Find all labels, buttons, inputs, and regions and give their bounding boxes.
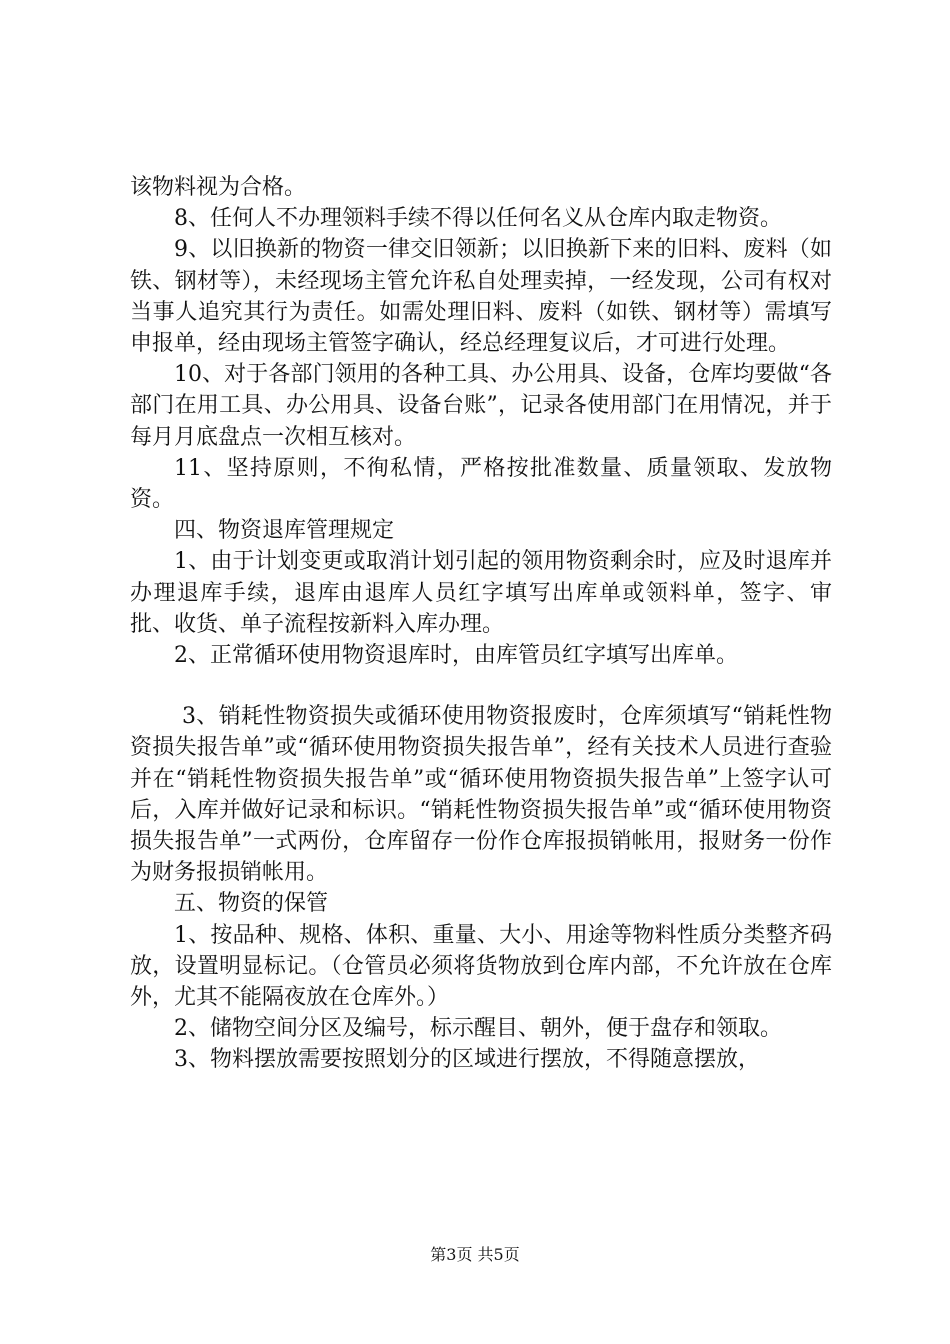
paragraph-item-10: 10、对于各部门领用的各种工具、办公用具、设备，仓库均要做“各部门在用工具、办公用具、设备台账”，记录各使用部门在用情况，并于每月月底盘点一次相互核对。: [130, 362, 832, 450]
section-heading-4: 四、物资退库管理规定: [174, 518, 395, 544]
paragraph-item-8: 8、任何人不办理领料手续不得以任何名义从仓库内取走物资。: [174, 206, 782, 232]
section-heading-5: 五、物资的保管: [174, 891, 329, 917]
paragraph-item-11: 11、坚持原则，不徇私情，严格按批准数量、质量领取、发放物资。: [130, 455, 832, 513]
paragraph-return-3: 3、销耗性物资损失或循环使用物资报废时，仓库须填写“销耗性物资损失报告单”或“循环使用物资损失报告单”，经有关技术人员进行查验并在“销耗性物资损失报告单”或“循环使用物资损失报告单”上签字认可后，入库并做好记录和标识。“销耗性物资损失报告单”或“循环使用物资损失报告单”一式两份，仓库留存一份作仓库报损销帐用，报财务一份作为财务报损销帐用。: [130, 704, 832, 886]
paragraph-storage-2: 2、储物空间分区及编号，标示醒目、朝外，便于盘存和领取。: [174, 1016, 782, 1042]
page-footer: 第3页 共5页: [430, 1245, 520, 1264]
paragraph-return-2: 2、正常循环使用物资退库时，由库管员红字填写出库单。: [174, 643, 738, 669]
paragraph-storage-3: 3、物料摆放需要按照划分的区域进行摆放，不得随意摆放，: [174, 1047, 760, 1073]
paragraph-continuation: 该物料视为合格。: [130, 175, 307, 200]
document-body: [130, 172, 832, 1076]
paragraph-storage-1: 1、按品种、规格、体积、重量、大小、用途等物料性质分类整齐码放，设置明显标记。（仓管员必须将货物放到仓库内部，不允许放在仓库外，尤其不能隔夜放在仓库外。）: [130, 922, 832, 1011]
blank-line: [130, 671, 832, 701]
paragraph-return-1: 1、由于计划变更或取消计划引起的领用物资剩余时，应及时退库并办理退库手续，退库由退库人员红字填写出库单或领料单，签字、审批、收货、单子流程按新料入库办理。: [130, 549, 832, 637]
paragraph-item-9: 9、以旧换新的物资一律交旧领新；以旧换新下来的旧料、废料（如铁、钢材等），未经现场主管允许私自处理卖掉，一经发现，公司有权对当事人追究其行为责任。如需处理旧料、废料（如铁、钢材等）需填写申报单，经由现场主管签字确认，经总经理复议后，才可进行处理。: [130, 237, 832, 357]
